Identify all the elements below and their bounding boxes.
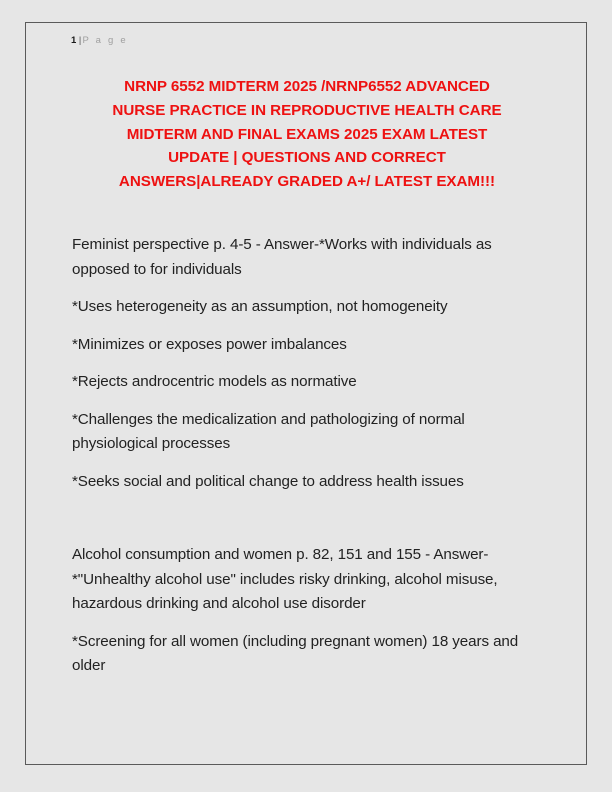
document-page — [25, 22, 587, 765]
section-spacer — [72, 507, 546, 543]
body-paragraph: *Rejects androcentric models as normative — [72, 373, 357, 390]
title-line: NURSE PRACTICE IN REPRODUCTIVE HEALTH CARE — [112, 101, 502, 119]
body-paragraph: *Challenges the medicalization and pathologizing of normal physiological processes — [72, 410, 465, 452]
page-number: 1 — [71, 35, 77, 46]
body-paragraph: *Minimizes or exposes power imbalances — [72, 335, 347, 353]
body-paragraph: *Uses heterogeneity as an assumption, not homogeneity — [72, 298, 448, 315]
content-section-feminist-perspective — [72, 233, 546, 494]
title-line: ANSWERS|ALREADY GRADED A+/ LATEST EXAM!!! — [118, 173, 496, 191]
body-paragraph: Feminist perspective p. 4-5 - Answer-*Works with individuals as opposed to for individuals — [72, 236, 492, 278]
title-line: NRNP 6552 MIDTERM 2025 /NRNP6552 ADVANCED — [124, 78, 490, 95]
document-title — [62, 75, 552, 194]
title-line: UPDATE | QUESTIONS AND CORRECT — [168, 149, 446, 167]
body-paragraph: *Screening for all women (including pregnant women) 18 years and older — [72, 632, 519, 674]
content-section-alcohol-consumption — [72, 543, 546, 679]
body-paragraph: Alcohol consumption and women p. 82, 151 and 155 - Answer-*"Unhealthy alcohol use" includes risky drinking, alcohol misuse, hazardous drinking and alcohol use disorder — [72, 546, 498, 612]
body-paragraph: *Seeks social and political change to address health issues — [72, 472, 464, 490]
page-header-separator: | — [78, 35, 82, 46]
document-body — [72, 233, 546, 692]
title-line: MIDTERM AND FINAL EXAMS 2025 EXAM LATEST — [126, 125, 488, 143]
page-header-label: P a g e — [82, 35, 128, 46]
page-header — [71, 35, 128, 46]
